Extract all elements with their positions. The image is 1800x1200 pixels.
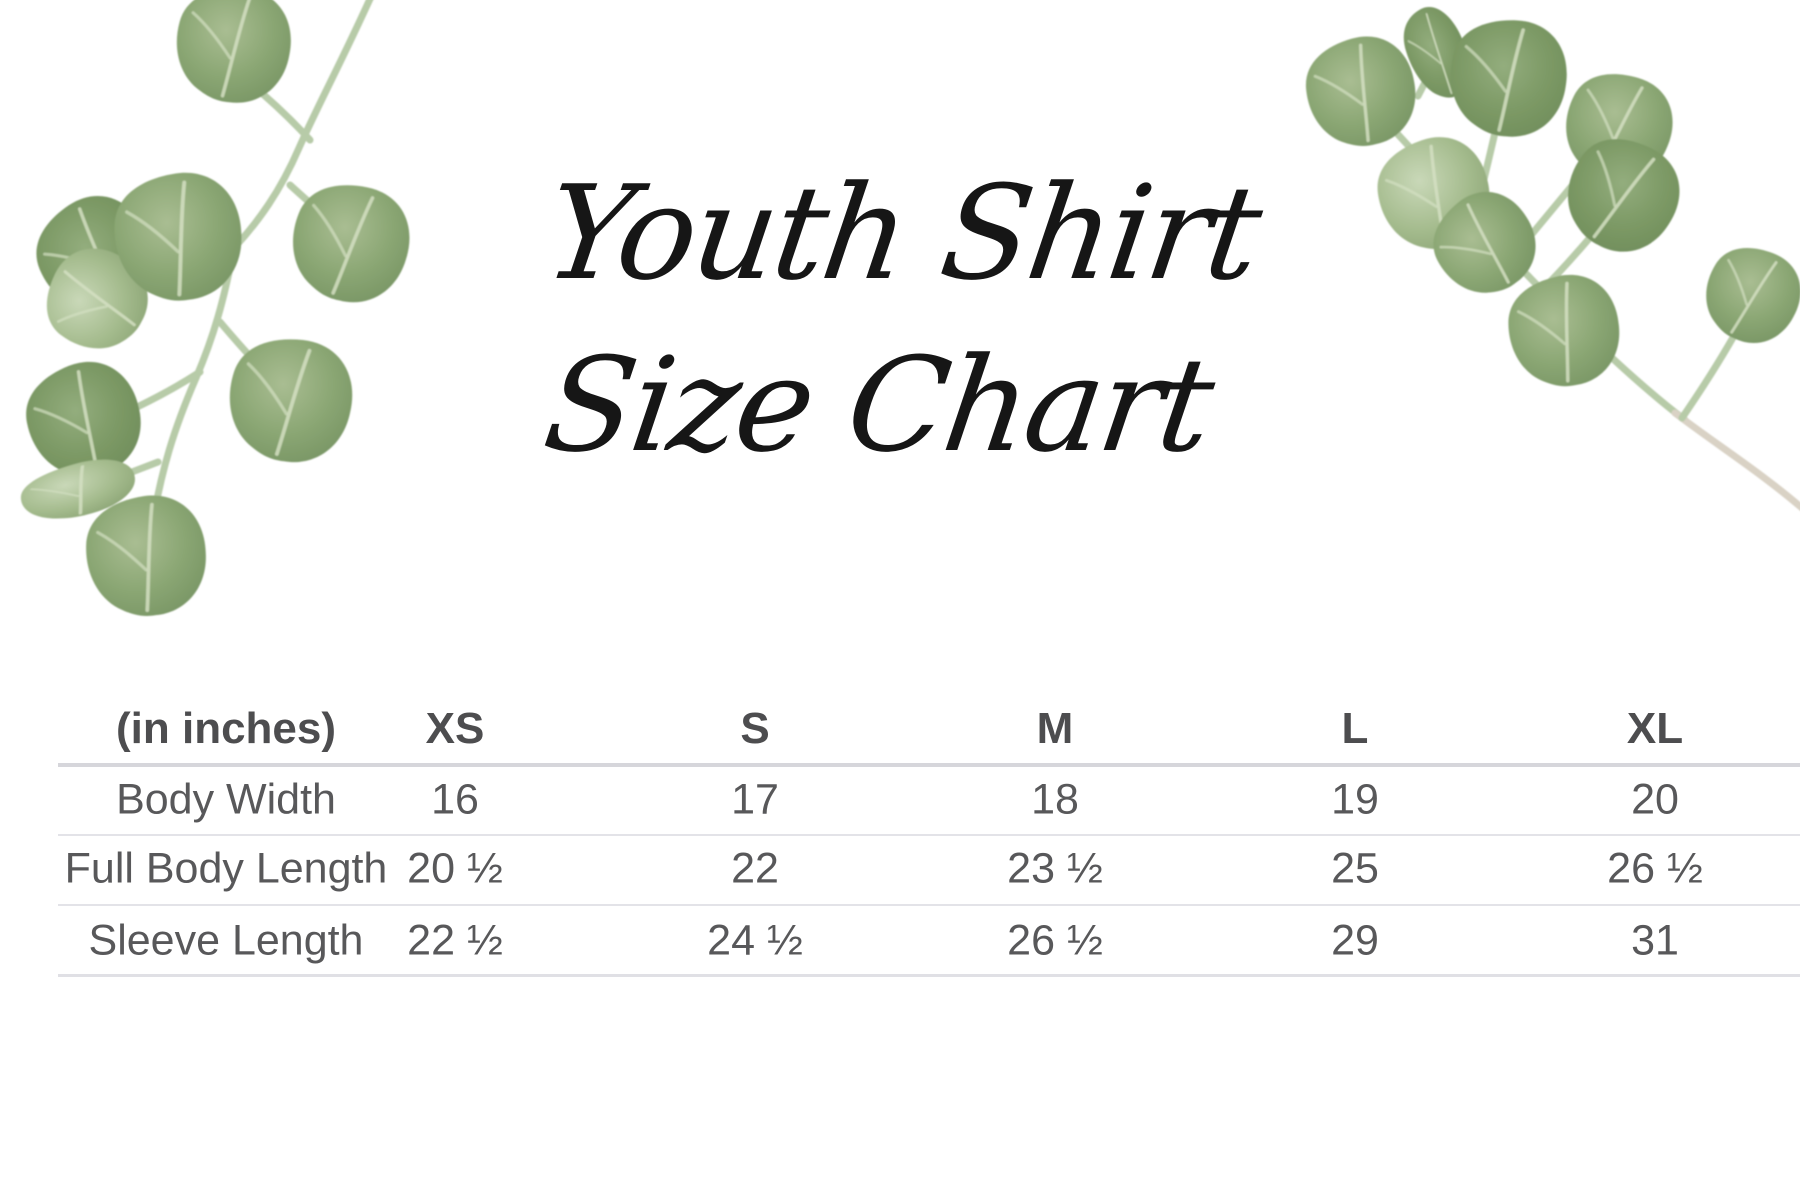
table-separator-line [58, 904, 1800, 906]
table-separator-line [58, 974, 1800, 977]
page-title-line-1: Youth Shirt [536, 157, 1268, 309]
table-separator-line [58, 763, 1800, 767]
measurement-cell: 18 [1031, 775, 1079, 824]
row-label-sleeve-length: Sleeve Length [88, 916, 364, 965]
measurement-cell: 22 [731, 844, 779, 893]
measurement-cell: 20 ½ [407, 844, 503, 893]
measurement-cell: 25 [1331, 844, 1379, 893]
row-label-body-width: Body Width [116, 775, 336, 824]
measurement-cell: 31 [1631, 916, 1679, 965]
table-separator-line [58, 834, 1800, 836]
measurement-cell: 20 [1631, 775, 1679, 824]
table-unit-header: (in inches) [115, 704, 337, 753]
size-column-header-xl: XL [1626, 704, 1684, 753]
size-column-header-m: M [1036, 704, 1074, 753]
page-title-line-2: Size Chart [536, 328, 1220, 481]
measurement-cell: 26 ½ [1007, 916, 1103, 965]
row-label-full-body-length: Full Body Length [64, 844, 388, 893]
measurement-cell: 17 [731, 775, 779, 824]
size-column-header-xs: XS [425, 704, 485, 753]
measurement-cell: 26 ½ [1607, 844, 1703, 893]
measurement-cell: 24 ½ [707, 916, 803, 965]
measurement-cell: 23 ½ [1007, 844, 1103, 893]
measurement-cell: 22 ½ [407, 916, 503, 965]
measurement-cell: 16 [431, 775, 479, 824]
size-column-header-l: L [1341, 704, 1369, 753]
size-column-header-s: S [740, 704, 770, 753]
measurement-cell: 19 [1331, 775, 1379, 824]
measurement-cell: 29 [1331, 916, 1379, 965]
